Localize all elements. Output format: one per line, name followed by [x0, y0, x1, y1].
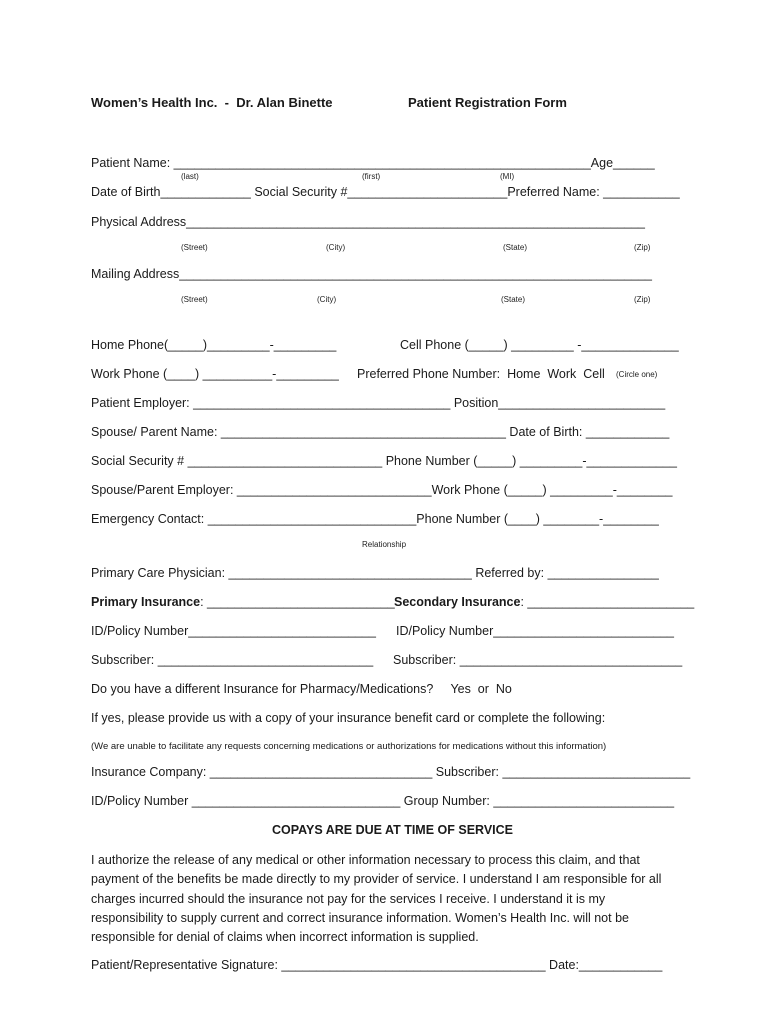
mailing-city-label: (City): [317, 295, 337, 304]
secondary-id-policy-field[interactable]: ID/Policy Number__________________________: [396, 624, 674, 638]
home-phone-field[interactable]: Home Phone(_____)_________-_________: [91, 338, 337, 352]
ssn-phone-field[interactable]: Social Security # ____________________________ Phone Number (_____) _________-_____________: [91, 454, 677, 468]
primary-insurance-line: : ___________________________: [200, 595, 395, 609]
cell-phone-field[interactable]: Cell Phone (_____) _________ -______________: [400, 338, 679, 352]
mailing-address-field[interactable]: Mailing Address____________________________________________________________________: [91, 267, 652, 281]
authorization-line: charges incurred should the insurance not pay for the services I receive. I understand it is my: [91, 891, 606, 906]
secondary-insurance-line: : ________________________: [520, 595, 695, 609]
circle-one-note: (Circle one): [616, 370, 658, 379]
if-yes-instruction: If yes, please provide us with a copy of your insurance benefit card or complete the following:: [91, 711, 606, 725]
primary-insurance-field[interactable]: [91, 594, 395, 610]
id-group-number-field[interactable]: ID/Policy Number ______________________________ Group Number: __________________________: [91, 794, 675, 808]
primary-insurance-label: Primary Insurance: [91, 595, 201, 609]
mailing-state-label: (State): [501, 295, 526, 304]
form-title: Patient Registration Form: [408, 95, 567, 110]
name-sub-last: (last): [181, 172, 199, 181]
primary-care-physician-field[interactable]: Primary Care Physician: ___________________________________ Referred by: ________________: [91, 566, 659, 580]
relationship-label: Relationship: [362, 540, 407, 549]
secondary-insurance-field[interactable]: [394, 594, 694, 610]
physical-zip-label: (Zip): [634, 243, 651, 252]
insurance-company-field[interactable]: Insurance Company: ________________________________ Subscriber: ___________________________: [91, 765, 691, 779]
physical-state-label: (State): [503, 243, 528, 252]
authorization-line: payment of the benefits be made directly to my provider of service. I understand I am responsible for all: [91, 872, 662, 887]
physical-city-label: (City): [326, 243, 346, 252]
clinic-header: Women’s Health Inc. - Dr. Alan Binette: [91, 95, 333, 110]
secondary-insurance-label: Secondary Insurance: [394, 595, 521, 609]
physical-street-label: (Street): [181, 243, 208, 252]
unable-note: (We are unable to facilitate any requests concerning medications or authorizations for medications without this information): [91, 741, 607, 752]
dob-ssn-field[interactable]: Date of Birth_____________ Social Security #_______________________Preferred Name: ___________: [91, 185, 680, 199]
physical-address-field[interactable]: Physical Address__________________________________________________________________: [91, 215, 646, 229]
patient-name-field[interactable]: Patient Name: ____________________________________________________________Age______: [91, 156, 655, 170]
authorization-paragraph: [91, 851, 691, 947]
spouse-employer-field[interactable]: Spouse/Parent Employer: ____________________________Work Phone (_____) _________-________: [91, 483, 673, 497]
name-sub-first: (first): [362, 172, 381, 181]
spouse-parent-field[interactable]: Spouse/ Parent Name: _________________________________________ Date of Birth: ____________: [91, 425, 670, 439]
mailing-zip-label: (Zip): [634, 295, 651, 304]
primary-id-policy-field[interactable]: ID/Policy Number___________________________: [91, 624, 376, 638]
signature-field[interactable]: Patient/Representative Signature: ______________________________________ Date:____________: [91, 958, 663, 972]
authorization-line: I authorize the release of any medical or other information necessary to process this claim, and that: [91, 853, 640, 867]
patient-employer-field[interactable]: Patient Employer: _____________________________________ Position________________________: [91, 396, 666, 410]
primary-subscriber-field[interactable]: Subscriber: _______________________________: [91, 653, 374, 667]
copays-notice: COPAYS ARE DUE AT TIME OF SERVICE: [272, 823, 514, 837]
emergency-contact-field[interactable]: Emergency Contact: ______________________________Phone Number (____) ________-________: [91, 512, 659, 526]
mailing-street-label: (Street): [181, 295, 208, 304]
preferred-phone-field[interactable]: Preferred Phone Number: Home Work Cell: [357, 367, 605, 381]
pharmacy-question[interactable]: Do you have a different Insurance for Pharmacy/Medications? Yes or No: [91, 682, 512, 696]
work-phone-field[interactable]: Work Phone (____) __________-_________: [91, 367, 339, 381]
authorization-line: responsible for denial of claims when incorrect information is supplied.: [91, 930, 479, 945]
secondary-subscriber-field[interactable]: Subscriber: ________________________________: [393, 653, 683, 667]
authorization-line: responsibility to supply current and correct insurance information. Women’s Health Inc. will not be: [91, 910, 629, 925]
name-sub-mi: (MI): [500, 172, 515, 181]
